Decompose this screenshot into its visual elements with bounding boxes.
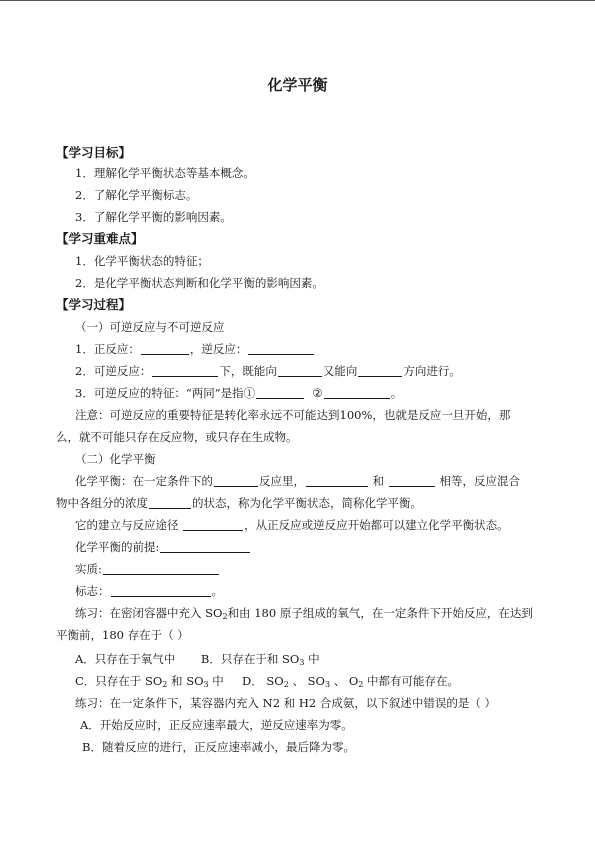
exercise-2-option-a: A．开始反应时，正反应速率最大，逆反应速率为零。 <box>80 718 353 732</box>
definition-line-2: 物中各组分的浓度 的状态，称为化学平衡状态，简称化学平衡。 <box>56 496 422 510</box>
answer-blank <box>248 342 314 355</box>
answer-blank <box>278 364 322 377</box>
note-line-2: 么，就不可能只存在反应物，或只存在生成物。 <box>56 430 298 444</box>
objective-item: 2．了解化学平衡标志。 <box>75 188 198 202</box>
answer-blank <box>149 496 191 509</box>
answer-blank <box>389 474 435 487</box>
question-2: 2．可逆反应： 下，既能向 又能向 方向进行。 <box>75 364 461 378</box>
key-point-item: 1．化学平衡状态的特征； <box>75 254 209 268</box>
definition-line-1: 化学平衡：在一定条件下的 反应里， 和 相等，反应混合 <box>75 474 520 488</box>
answer-blank <box>256 386 304 399</box>
exercise-1-options-cd <box>75 673 459 689</box>
essence-line: 实质: <box>75 561 220 577</box>
option-a: A．只存在于氧气中 <box>75 652 176 666</box>
exercise-2-question: 练习：在一定条件下，某容器内充入 N2 和 H2 合成氨，以下叙述中错误的是（ ） <box>75 696 496 710</box>
option-d: D． $SO_2$ 、 $SO_3$ 、 $O_2$ 中都有可能存在。 <box>242 674 460 689</box>
answer-blank <box>183 518 243 531</box>
objective-item: 3．了解化学平衡的影响因素。 <box>75 210 232 224</box>
exercise-1-question-line-2: 平衡前，180 存在于（ ） <box>56 628 189 642</box>
answer-blank <box>324 386 390 399</box>
part2-heading: （二）化学平衡 <box>75 452 156 466</box>
section-heading-process: 【学习过程】 <box>56 297 132 312</box>
exercise-1-question-line-1: 练习：在密闭容器中充入 $SO_2$和由 180 原子组成的氧气，在一定条件下开始反应，在达到 <box>75 606 533 621</box>
answer-blank <box>141 342 189 355</box>
answer-blank <box>103 562 219 575</box>
page-title: 化学平衡 <box>267 76 328 94</box>
question-3: 3．可逆反应的特征：“两同”是指① ② 。 <box>75 386 403 400</box>
option-c: C．只存在于 $SO_2$ 和 $SO_3$ 中 <box>75 674 224 689</box>
exercise-2-option-b: B．随着反应的进行，正反应速率减小，最后降为零。 <box>82 740 355 754</box>
answer-blank <box>358 364 402 377</box>
option-b: B．只存在于和 $SO_3$ 中 <box>200 652 320 667</box>
note-line-1: 注意：可逆反应的重要特征是转化率永远不可能达到100%，也就是反应一旦开始，那 <box>75 408 511 422</box>
answer-blank <box>306 474 368 487</box>
premise-line: 化学平衡的前提: <box>75 539 251 555</box>
answer-blank <box>160 540 250 553</box>
objective-item: 1．理解化学平衡状态等基本概念。 <box>75 166 255 180</box>
part1-heading: （一）可逆反应与不可逆反应 <box>75 320 225 334</box>
key-point-item: 2．是化学平衡状态判断和化学平衡的影响因素。 <box>75 276 324 290</box>
answer-blank <box>111 584 211 597</box>
question-1: 1．正反应： ，逆反应： <box>75 341 315 357</box>
section-heading-objectives: 【学习目标】 <box>56 145 132 160</box>
section-heading-key-points: 【学习重难点】 <box>56 231 144 246</box>
sign-line: 标志： 。 <box>75 584 223 598</box>
exercise-1-options-ab <box>75 651 320 667</box>
establishment-line: 它的建立与反应途径 ，从正反应或逆反应开始都可以建立化学平衡状态。 <box>75 518 509 532</box>
answer-blank <box>214 474 258 487</box>
top-border-line <box>0 0 595 1</box>
answer-blank <box>152 364 218 377</box>
